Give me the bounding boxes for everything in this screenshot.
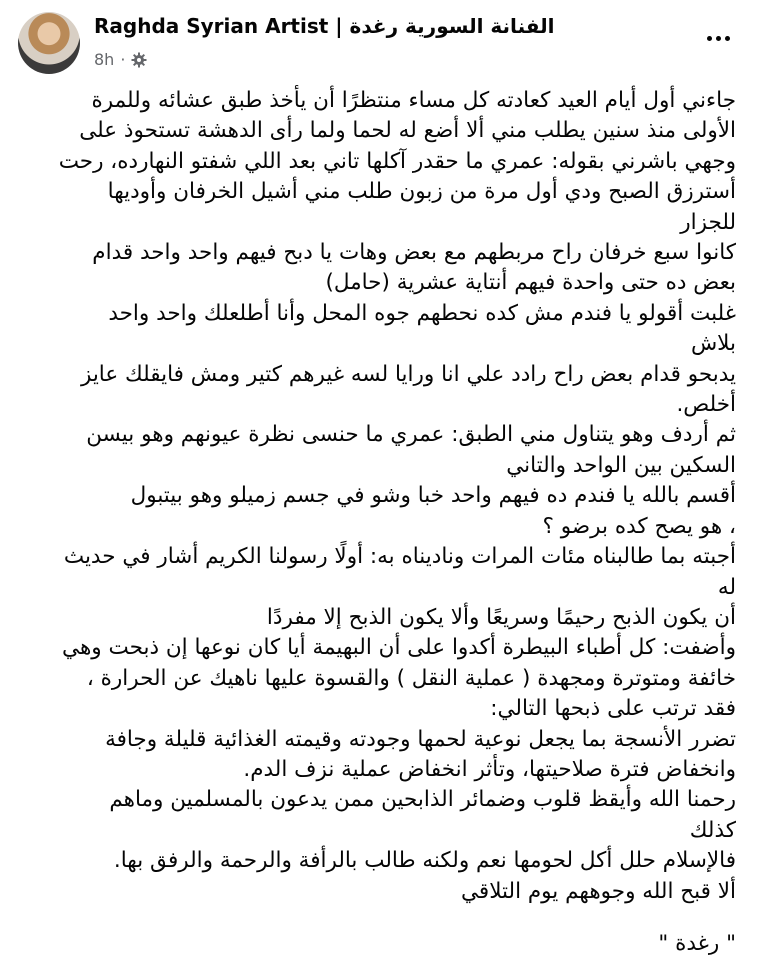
post-line: وجهي باشرني بقوله: عمري ما حقدر آكلها تاني بعد اللي شفتو النهارده، رحت (58, 148, 736, 174)
post-line: جاءني أول أيام العيد كعادته كل مساء منتظرًا أن يأخذ طبق عشائه وللمرة (91, 88, 736, 113)
audience-gear-icon[interactable] (131, 52, 147, 68)
more-options-icon[interactable] (700, 26, 736, 50)
author-name[interactable]: Raghda Syrian Artist | الفنانة السورية رغدة (94, 14, 555, 38)
post-line: بعض ده حتى واحدة فيهم أنتاية عشرية (حامل) (325, 270, 736, 296)
meta-separator: · (120, 50, 126, 69)
post-line: يدبحو قدام بعض راح رادد علي انا ورايا لسه غيرهم كتير ومش فايقلك عايز (80, 361, 736, 387)
post-line: فالإسلام حلل أكل لحومها نعم ولكنه طالب بالرأفة والرحمة والرفق بها. (113, 848, 736, 874)
post-line: الأولى منذ سنين يطلب مني ألا أضع له لحما ولما رأى الدهشة تستحوذ على (79, 118, 736, 144)
post-line: أسترزق الصبح ودي أول مرة من زبون طلب مني أشيل الخرفان وأوديها للجزار (107, 179, 736, 235)
post-header (0, 0, 768, 86)
post-line: أجبته بما طالبناه مئات المرات وناديناه به: أولًا رسولنا الكريم أشار في حديث له (63, 544, 736, 600)
post-signature: " رغدة " (658, 930, 736, 956)
post-body (58, 86, 736, 959)
post-line: فقد ترتب على ذبحها التالي: (490, 696, 736, 722)
post-line: كانوا سبع خرفان راح مربطهم مع بعض وهات يا دبح فيهم واحد واحد قدام (92, 240, 736, 266)
post-line: خائفة ومتوترة ومجهدة ( عملية النقل ) والقسوة عليها ناهيك عن الحرارة ، (86, 665, 736, 691)
post-line: ، هو يصح كده برضو ؟ (542, 513, 736, 539)
post-line: وانخفاض فترة صلاحيتها، وتأثر انخفاض عملية نزف الدم. (243, 756, 736, 782)
post-line: السكين بين الواحد والتاني (506, 452, 736, 478)
post-line: وأضفت: كل أطباء البيطرة أكدوا على أن البهيمة أيا كان نوعها إن ذبحت وهي (62, 635, 736, 661)
post-line: رحمنا الله وأيقظ قلوب وضمائر الذابحين ممن يدعون بالمسلمين وماهم كذلك (109, 787, 736, 843)
timestamp[interactable]: 8h (94, 50, 115, 69)
post-line: أن يكون الذبح رحيمًا وسريعًا وألا يكون الذبح إلا مفردًا (266, 604, 736, 630)
post-meta (94, 50, 147, 69)
post-line: ثم أردف وهو يتناول مني الطبق: عمري ما حنسى نظرة عيونهم وهو بيسن (86, 422, 736, 448)
post-line: تضرر الأنسجة بما يجعل نوعية لحمها وجودته وقيمته الغذائية قليلة وجافة (105, 726, 736, 752)
avatar[interactable] (18, 12, 80, 74)
post-line: أقسم بالله يا فندم ده فيهم واحد خبا وشو في جسم زميلو وهو بيتبول (130, 483, 736, 509)
post-line: أخلص. (676, 392, 736, 418)
post-line: ألا قبح الله وجوههم يوم التلاقي (461, 878, 736, 904)
post-line: غلبت أقولو يا فندم مش كده نحطهم جوه المحل وأنا أطلعلك واحد واحد بلاش (108, 300, 736, 357)
